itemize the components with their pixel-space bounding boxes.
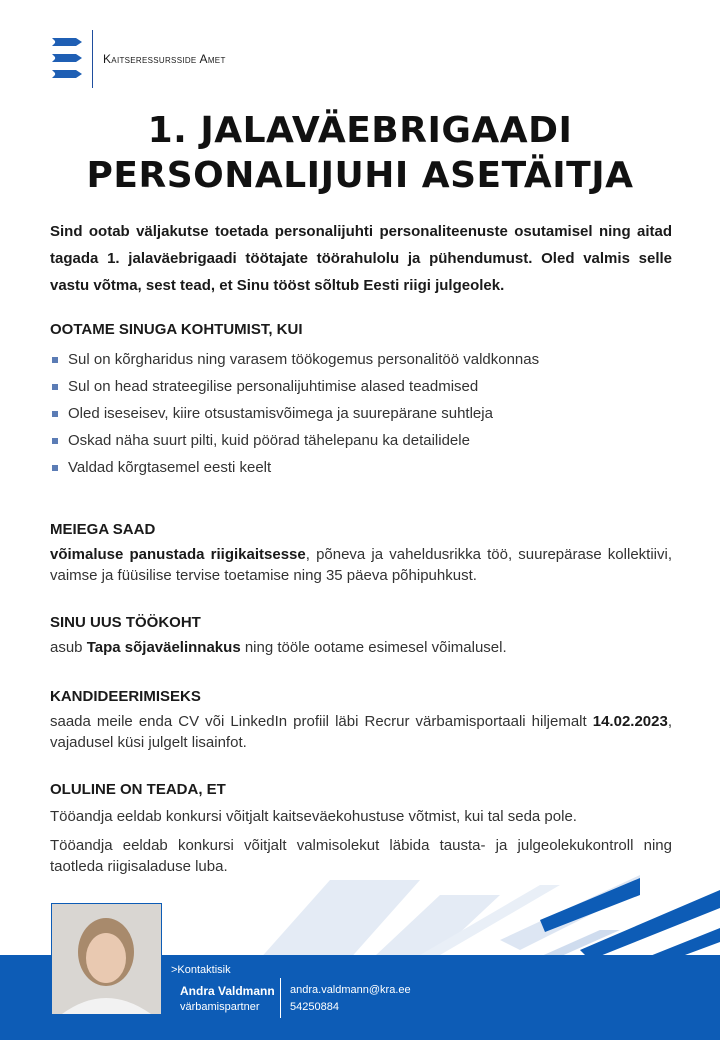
apply-title: KANDIDEERIMISEKS [50,688,201,705]
workplace-pre: asub [50,639,87,656]
org-name: Kaitseressursside Amet [103,52,226,66]
offer-section [50,520,672,586]
contact-divider [280,978,281,1018]
list-item: Oled iseseisev, kiire otsustamisvõimega ja suurepärane suhtleja [50,400,672,427]
page-title [0,108,720,198]
apply-deadline: 14.02.2023 [592,713,668,730]
contact-photo [51,903,162,1015]
apply-section [50,687,672,753]
contact-label: >Kontaktisik [171,964,231,976]
title-line-2: PERSONALIJUHI ASETÄITJA [86,155,634,196]
important-text-1: Tööandja eeldab konkursi võitjalt kaitseväekohustuse võtmist, kui tal seda pole. [50,808,577,825]
requirements-section [50,320,672,481]
person-photo [52,904,161,1014]
workplace-bold: Tapa sõjaväelinnakus [86,639,241,656]
list-item: Valdad kõrgtasemel eesti keelt [50,454,672,481]
list-item: Sul on head strateegilise personalijuhtimise alased teadmised [50,373,672,400]
workplace-rest: ning tööle ootame esimesel võimalusel. [240,639,507,656]
apply-rest: , vajadusel küsi julgelt lisainfot. [50,713,672,751]
workplace-title: SINU UUS TÖÖKOHT [50,614,201,631]
contact-name: Andra Valdmann [180,984,275,998]
offer-title: MEIEGA SAAD [50,521,156,538]
workplace-text [50,637,672,658]
contact-email[interactable]: andra.valdmann@kra.ee [290,984,411,996]
requirements-list [50,346,672,481]
list-item: Oskad näha suurt pilti, kuid pöörad tähelepanu ka detailidele [50,427,672,454]
apply-text [50,711,672,753]
contact-role: värbamispartner [180,1001,260,1013]
offer-bold: võimaluse panustada riigikaitsesse [50,546,306,563]
workplace-section [50,613,672,658]
title-line-1: 1. JALAVÄEBRIGAADI [147,110,573,151]
logo [50,30,226,88]
important-title: OLULINE ON TEADA, ET [50,781,226,798]
intro-text: Sind ootab väljakutse toetada personalijuhti personaliteenuste osutamisel ning aitad tagada 1. jalaväebrigaadi töötajate töörahulolu ja pühendumust. Oled valmis selle vastu võtma, sest tead, et Sinu tööst sõltub Eesti riigi julgeolek. [50,223,672,294]
offer-text [50,544,672,586]
contact-phone[interactable]: 54250884 [290,1001,339,1013]
offer-rest: , põneva ja vaheldusrikka töö, suurepärase kollektiivi, vaimse ja füüsilise tervise toetamise ning 35 päeva põhipuhkust. [50,546,672,584]
coat-of-arms-icon [50,34,84,84]
list-item: Sul on kõrgharidus ning varasem töökogemus personalitöö valdkonnas [50,346,672,373]
apply-pre: saada meile enda CV või LinkedIn profiil läbi Recrur värbamisportaali hiljemalt [50,713,593,730]
requirements-title: OOTAME SINUGA KOHTUMIST, KUI [50,321,303,338]
logo-divider [92,30,93,88]
important-text-2: Tööandja eeldab konkursi võitjalt valmisolekut läbida tausta- ja julgeolekukontroll ning taotleda riigisaladuse luba. [50,837,672,875]
